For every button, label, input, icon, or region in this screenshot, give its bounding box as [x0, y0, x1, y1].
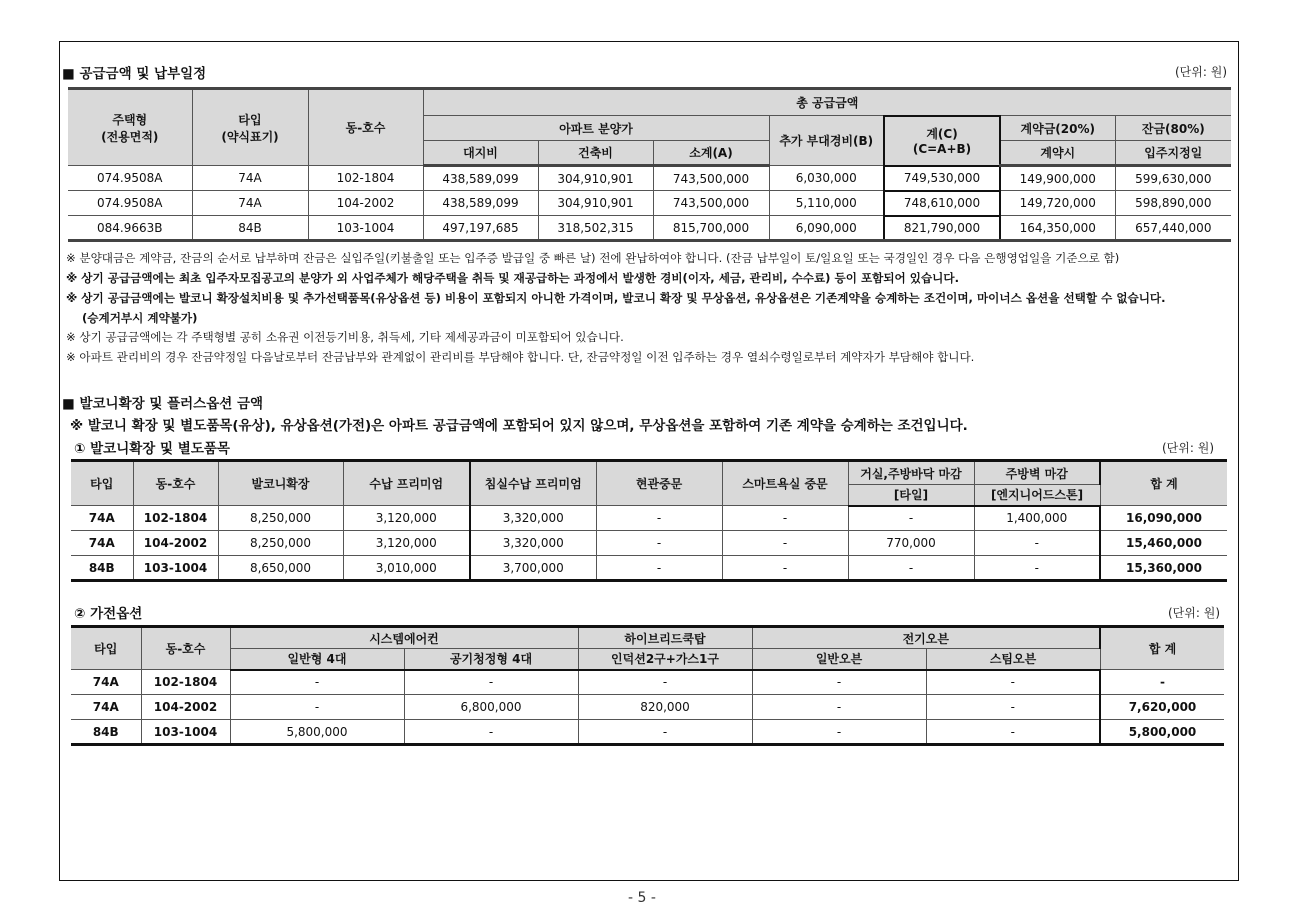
cell-smart-bath: - [722, 531, 848, 556]
cell-total: 15,360,000 [1100, 556, 1227, 581]
cell-land: 438,589,099 [423, 191, 538, 216]
cell-subtotal: 743,500,000 [653, 191, 769, 216]
note-taxes-excluded: ※ 상기 공급금액에는 각 주택형별 공히 소유권 이전등기비용, 취득세, 기타 제세공과금이 미포함되어 있습니다. [66, 330, 624, 344]
cell-aircon-purify: - [404, 720, 578, 745]
cell-cooktop: - [578, 670, 752, 695]
table-row [71, 720, 1224, 745]
header-unit-no: 동-호수 [308, 89, 423, 166]
note-succession-refusal: (승계거부시 계약불가) [82, 311, 198, 325]
cell-aircon-purify: 6,800,000 [404, 695, 578, 720]
table-row [71, 556, 1227, 581]
cell-total: 16,090,000 [1100, 506, 1227, 531]
cell-type: 84B [71, 720, 141, 745]
balcony-options-table [71, 459, 1227, 582]
header-unit-no: 동-호수 [133, 461, 218, 506]
cell-land: 438,589,099 [423, 166, 538, 191]
cell-oven-steam: - [926, 695, 1100, 720]
subsection-title-balcony: ① 발코니확장 및 별도품목 [74, 441, 230, 457]
cell-type: 74A [71, 695, 141, 720]
table-row [68, 191, 1231, 216]
cell-cooktop: 820,000 [578, 695, 752, 720]
header-floor-finish: 거실,주방바닥 마감 [848, 461, 974, 485]
cell-smart-bath: - [722, 556, 848, 581]
cell-unit-no: 102-1804 [308, 166, 423, 191]
section-title-balcony-options: ■ 발코니확장 및 플러스옵션 금액 [62, 396, 264, 412]
cell-entrance: - [596, 506, 722, 531]
cell-entrance: - [596, 556, 722, 581]
cell-house-type: 074.9508A [68, 191, 192, 216]
cell-aircon-basic: - [230, 695, 404, 720]
cell-smart-bath: - [722, 506, 848, 531]
cell-oven-basic: - [752, 670, 926, 695]
cell-land: 497,197,685 [423, 216, 538, 241]
cell-sum: 749,530,000 [884, 166, 1000, 191]
cell-floor: - [848, 506, 974, 531]
cell-unit-no: 103-1004 [308, 216, 423, 241]
cell-balance: 657,440,000 [1115, 216, 1231, 241]
cell-total: 7,620,000 [1100, 695, 1224, 720]
header-land: 대지비 [423, 141, 538, 166]
unit-label-balcony: (단위: 원) [1162, 441, 1214, 455]
cell-cooktop: - [578, 720, 752, 745]
appliance-options-table [71, 625, 1224, 746]
cell-extra: 5,110,000 [769, 191, 884, 216]
section-title-supply-price: ■ 공급금액 및 납부일정 [62, 66, 207, 82]
header-entrance-door: 현관중문 [596, 461, 722, 506]
cell-balcony: 8,250,000 [218, 506, 343, 531]
header-deposit: 계약금(20%) [1000, 116, 1115, 141]
header-balance-when: 입주지정일 [1115, 141, 1231, 166]
cell-aircon-basic: - [230, 670, 404, 695]
table-row [71, 695, 1224, 720]
cell-kitchen-wall: 1,400,000 [974, 506, 1100, 531]
header-type: 타입 (약식표기) [192, 89, 308, 166]
cell-building: 318,502,315 [538, 216, 653, 241]
header-extra-cost: 추가 부대경비(B) [769, 116, 884, 166]
note-management-fee: ※ 아파트 관리비의 경우 잔금약정일 다음날로부터 잔금납부와 관계없이 관리비를 부담해야 합니다. 단, 잔금약정일 이전 입주하는 경우 열쇠수령일로부터 계약자가 부담해야 합니다. [66, 350, 975, 364]
cell-subtotal: 815,700,000 [653, 216, 769, 241]
cell-unit-no: 103-1004 [141, 720, 230, 745]
header-apt-sale: 아파트 분양가 [423, 116, 769, 141]
cell-type: 74A [71, 506, 133, 531]
header-balance: 잔금(80%) [1115, 116, 1231, 141]
header-bedroom-storage: 침실수납 프리미엄 [470, 461, 596, 506]
note-payment-order: ※ 분양대금은 계약금, 잔금의 순서로 납부하며 잔금은 실입주일(키불출일 또는 입주증 발급일 중 빠른 날) 전에 완납하여야 합니다. (잔금 납부일이 토/일요일 또는 국경일인 경우 다음 은행영업일을 기준으로 함) [66, 251, 1120, 265]
cell-subtotal: 743,500,000 [653, 166, 769, 191]
cell-oven-steam: - [926, 670, 1100, 695]
cell-type: 74A [192, 166, 308, 191]
cell-house-type: 084.9663B [68, 216, 192, 241]
cell-oven-steam: - [926, 720, 1100, 745]
header-deposit-when: 계약시 [1000, 141, 1115, 166]
cell-sum: 821,790,000 [884, 216, 1000, 241]
cell-oven-basic: - [752, 720, 926, 745]
header-balcony: 발코니확장 [218, 461, 343, 506]
note-excluded-options: ※ 상기 공급금액에는 발코니 확장설치비용 및 추가선택품목(유상옵션 등) 비용이 포함되지 아니한 가격이며, 발코니 확장 및 무상옵션, 유상옵션은 기존계약을 승계하는 조건이며, 마이너스 옵션을 선택할 수 없습니다. [66, 291, 1166, 305]
table-row [68, 216, 1231, 241]
cell-aircon-purify: - [404, 670, 578, 695]
header-cooktop-config: 인덕션2구+가스1구 [578, 649, 752, 670]
page-number: - 5 - [628, 890, 656, 906]
header-unit-no: 동-호수 [141, 627, 230, 670]
header-aircon-purify: 공기청정형 4대 [404, 649, 578, 670]
cell-balance: 599,630,000 [1115, 166, 1231, 191]
header-subtotal: 소계(A) [653, 141, 769, 166]
header-smart-bath-door: 스마트욕실 중문 [722, 461, 848, 506]
cell-deposit: 149,900,000 [1000, 166, 1115, 191]
cell-deposit: 149,720,000 [1000, 191, 1115, 216]
header-oven-basic: 일반오븐 [752, 649, 926, 670]
cell-floor: - [848, 556, 974, 581]
cell-unit-no: 104-2002 [308, 191, 423, 216]
table-row [68, 166, 1231, 191]
cell-kitchen-wall: - [974, 556, 1100, 581]
header-total-supply: 총 공급금액 [423, 89, 1231, 116]
header-electric-oven: 전기오븐 [752, 627, 1100, 649]
cell-storage: 3,120,000 [343, 506, 470, 531]
header-hybrid-cooktop: 하이브리드쿡탑 [578, 627, 752, 649]
cell-type: 84B [192, 216, 308, 241]
cell-extra: 6,030,000 [769, 166, 884, 191]
cell-type: 84B [71, 556, 133, 581]
cell-balcony: 8,250,000 [218, 531, 343, 556]
cell-balance: 598,890,000 [1115, 191, 1231, 216]
balcony-options-condition-note: ※ 발코니 확장 및 별도품목(유상), 유상옵션(가전)은 아파트 공급금액에 포함되어 있지 않으며, 무상옵션을 포함하여 기존 계약을 승계하는 조건입니다. [70, 418, 968, 434]
cell-unit-no: 104-2002 [141, 695, 230, 720]
header-kitchen-wall: 주방벽 마감 [974, 461, 1100, 485]
cell-storage: 3,120,000 [343, 531, 470, 556]
cell-sum: 748,610,000 [884, 191, 1000, 216]
cell-bedroom-storage: 3,320,000 [470, 531, 596, 556]
cell-balcony: 8,650,000 [218, 556, 343, 581]
table-row [71, 670, 1224, 695]
header-house-type: 주택형 (전용면적) [68, 89, 192, 166]
cell-floor: 770,000 [848, 531, 974, 556]
subsection-title-appliance: ② 가전옵션 [74, 606, 143, 622]
header-storage-premium: 수납 프리미엄 [343, 461, 470, 506]
cell-deposit: 164,350,000 [1000, 216, 1115, 241]
header-type: 타입 [71, 627, 141, 670]
header-total: 합 계 [1100, 461, 1227, 506]
header-total: 합 계 [1100, 627, 1224, 670]
cell-aircon-basic: 5,800,000 [230, 720, 404, 745]
cell-total: - [1100, 670, 1224, 695]
cell-type: 74A [71, 670, 141, 695]
cell-extra: 6,090,000 [769, 216, 884, 241]
cell-total: 5,800,000 [1100, 720, 1224, 745]
cell-house-type: 074.9508A [68, 166, 192, 191]
cell-unit-no: 102-1804 [141, 670, 230, 695]
header-building: 건축비 [538, 141, 653, 166]
header-floor-finish-material: [타일] [848, 485, 974, 506]
unit-label-appliance: (단위: 원) [1168, 606, 1220, 620]
cell-unit-no: 102-1804 [133, 506, 218, 531]
header-sum: 계(C) (C=A+B) [884, 116, 1000, 166]
cell-building: 304,910,901 [538, 191, 653, 216]
table-row [71, 506, 1227, 531]
cell-unit-no: 103-1004 [133, 556, 218, 581]
note-included-costs: ※ 상기 공급금액에는 최초 입주자모집공고의 분양가 외 사업주체가 해당주택을 취득 및 재공급하는 과정에서 발생한 경비(이자, 세금, 관리비, 수수료) 등이 포함되어 있습니다. [66, 271, 959, 285]
cell-kitchen-wall: - [974, 531, 1100, 556]
cell-storage: 3,010,000 [343, 556, 470, 581]
header-system-aircon: 시스템에어컨 [230, 627, 578, 649]
cell-entrance: - [596, 531, 722, 556]
header-type: 타입 [71, 461, 133, 506]
cell-type: 74A [192, 191, 308, 216]
supply-price-table [68, 87, 1231, 242]
header-oven-steam: 스팀오븐 [926, 649, 1100, 670]
cell-oven-basic: - [752, 695, 926, 720]
cell-bedroom-storage: 3,320,000 [470, 506, 596, 531]
cell-bedroom-storage: 3,700,000 [470, 556, 596, 581]
cell-building: 304,910,901 [538, 166, 653, 191]
header-kitchen-wall-material: [엔지니어드스톤] [974, 485, 1100, 506]
cell-unit-no: 104-2002 [133, 531, 218, 556]
table-row [71, 531, 1227, 556]
cell-total: 15,460,000 [1100, 531, 1227, 556]
header-aircon-basic: 일반형 4대 [230, 649, 404, 670]
unit-label-supply: (단위: 원) [1175, 65, 1227, 79]
cell-type: 74A [71, 531, 133, 556]
